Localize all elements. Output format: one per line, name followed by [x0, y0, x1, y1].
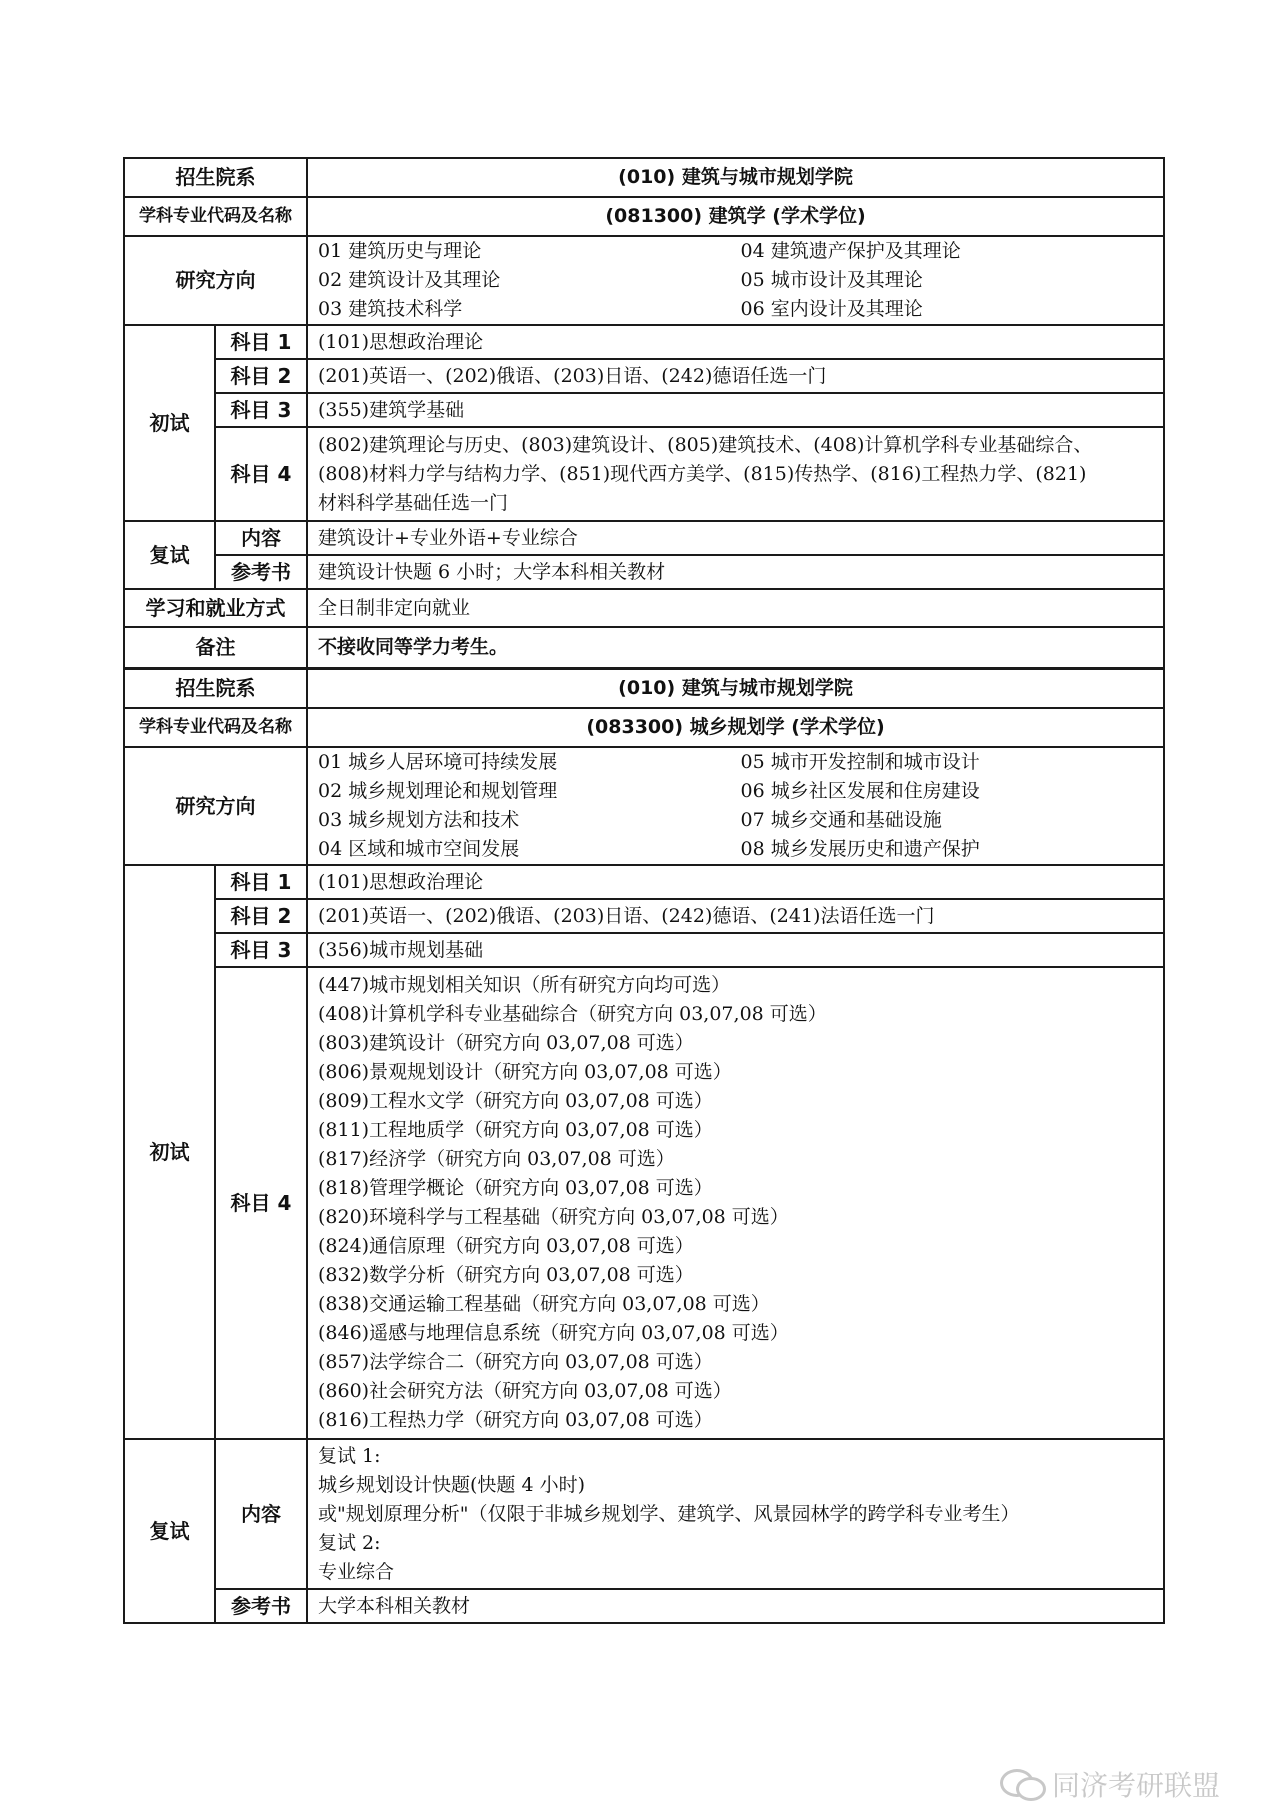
subject4-line: (806)景观规划设计（研究方向 03,07,08 可选）	[318, 1061, 732, 1083]
major-label: 学科专业代码及名称	[124, 197, 307, 236]
dept-value: (010) 建筑与城市规划学院	[307, 158, 1164, 197]
major-value: (081300) 建筑学 (学术学位)	[307, 197, 1164, 236]
major-label: 学科专业代码及名称	[124, 708, 307, 747]
watermark	[1000, 1764, 1220, 1804]
retest-label: 复试	[124, 1439, 215, 1623]
reference-value: 大学本科相关教材	[307, 1589, 1164, 1623]
dept-label: 招生院系	[124, 669, 307, 708]
content-line: 复试 1:	[318, 1444, 381, 1467]
direction-item: 07 城乡交通和基础设施	[740, 809, 942, 831]
subject4-line: (820)环境科学与工程基础（研究方向 03,07,08 可选）	[318, 1206, 789, 1228]
content-label: 内容	[215, 1439, 307, 1589]
subject4-line: (802)建筑理论与历史、(803)建筑设计、(805)建筑技术、(408)计算机学科专业基础综合、	[318, 433, 1093, 456]
content-value	[307, 1439, 1164, 1589]
direction-item: 05 城市设计及其理论	[740, 269, 923, 291]
subject3-label: 科目 3	[215, 393, 307, 427]
content-line: 或"规划原理分析"（仅限于非城乡规划学、建筑学、风景园林学的跨学科专业考生）	[318, 1502, 1020, 1525]
reference-label: 参考书	[215, 1589, 307, 1623]
direction-item: 06 室内设计及其理论	[740, 298, 923, 320]
direction-item: 04 区域和城市空间发展	[318, 838, 520, 860]
direction-item: 05 城市开发控制和城市设计	[740, 751, 980, 773]
dept-value: (010) 建筑与城市规划学院	[307, 669, 1164, 708]
direction-list	[307, 236, 1164, 325]
note-value: 不接收同等学力考生。	[307, 627, 1164, 668]
subject1-value: (101)思想政治理论	[307, 325, 1164, 359]
subject4-line: (408)计算机学科专业基础综合（研究方向 03,07,08 可选）	[318, 1003, 827, 1025]
subject4-line: (824)通信原理（研究方向 03,07,08 可选）	[318, 1235, 694, 1257]
reference-value: 建筑设计快题 6 小时；大学本科相关教材	[307, 555, 1164, 589]
direction-item: 03 建筑技术科学	[318, 298, 463, 320]
content-label: 内容	[215, 521, 307, 555]
subject1-label: 科目 1	[215, 865, 307, 899]
subject2-label: 科目 2	[215, 359, 307, 393]
major-value: (083300) 城乡规划学 (学术学位)	[307, 708, 1164, 747]
study-mode-value: 全日制非定向就业	[307, 589, 1164, 627]
subject3-value: (355)建筑学基础	[307, 393, 1164, 427]
subject4-value	[307, 967, 1164, 1439]
subject4-line: (447)城市规划相关知识（所有研究方向均可选）	[318, 974, 731, 996]
direction-item: 02 城乡规划理论和规划管理	[318, 780, 558, 802]
subject4-line: 材料科学基础任选一门	[318, 491, 509, 514]
subject3-label: 科目 3	[215, 933, 307, 967]
direction-item: 08 城乡发展历史和遗产保护	[740, 838, 980, 860]
subject4-label: 科目 4	[215, 967, 307, 1439]
content-value: 建筑设计+专业外语+专业综合	[307, 521, 1164, 555]
content-line: 复试 2:	[318, 1531, 381, 1554]
direction-item: 03 城乡规划方法和技术	[318, 809, 520, 831]
subject4-line: (818)管理学概论（研究方向 03,07,08 可选）	[318, 1177, 713, 1199]
direction-item: 06 城乡社区发展和住房建设	[740, 780, 980, 802]
subject4-line: (808)材料力学与结构力学、(851)现代西方美学、(815)传热学、(816)工程热力学、(821)	[318, 462, 1087, 485]
subject4-line: (832)数学分析（研究方向 03,07,08 可选）	[318, 1264, 694, 1286]
direction-item: 04 建筑遗产保护及其理论	[740, 240, 961, 262]
subject3-value: (356)城市规划基础	[307, 933, 1164, 967]
subject2-value: (201)英语一、(202)俄语、(203)日语、(242)德语任选一门	[307, 359, 1164, 393]
program-table-urban-planning	[123, 668, 1165, 1624]
subject4-line: (816)工程热力学（研究方向 03,07,08 可选）	[318, 1409, 713, 1431]
prelim-label: 初试	[124, 325, 215, 521]
subject4-line: (846)遥感与地理信息系统（研究方向 03,07,08 可选）	[318, 1322, 789, 1344]
subject4-value	[307, 427, 1164, 521]
direction-list	[307, 747, 1164, 865]
note-label: 备注	[124, 627, 307, 668]
study-mode-label: 学习和就业方式	[124, 589, 307, 627]
subject1-label: 科目 1	[215, 325, 307, 359]
subject4-line: (857)法学综合二（研究方向 03,07,08 可选）	[318, 1351, 713, 1373]
subject4-line: (860)社会研究方法（研究方向 03,07,08 可选）	[318, 1380, 732, 1402]
wechat-icon	[1000, 1769, 1044, 1799]
dept-label: 招生院系	[124, 158, 307, 197]
subject4-line: (817)经济学（研究方向 03,07,08 可选）	[318, 1148, 675, 1170]
direction-label: 研究方向	[124, 236, 307, 325]
direction-item: 02 建筑设计及其理论	[318, 269, 501, 291]
subject1-value: (101)思想政治理论	[307, 865, 1164, 899]
subject4-line: (811)工程地质学（研究方向 03,07,08 可选）	[318, 1119, 713, 1141]
direction-item: 01 城乡人居环境可持续发展	[318, 751, 558, 773]
program-table-architecture	[123, 157, 1165, 669]
watermark-text: 同济考研联盟	[1052, 1769, 1221, 1802]
content-line: 专业综合	[318, 1560, 395, 1583]
retest-label: 复试	[124, 521, 215, 589]
content-line: 城乡规划设计快题(快题 4 小时)	[318, 1473, 585, 1496]
prelim-label: 初试	[124, 865, 215, 1439]
subject4-label: 科目 4	[215, 427, 307, 521]
subject4-line: (809)工程水文学（研究方向 03,07,08 可选）	[318, 1090, 713, 1112]
direction-label: 研究方向	[124, 747, 307, 865]
reference-label: 参考书	[215, 555, 307, 589]
direction-item: 01 建筑历史与理论	[318, 240, 482, 262]
subject4-line: (803)建筑设计（研究方向 03,07,08 可选）	[318, 1032, 694, 1054]
subject2-label: 科目 2	[215, 899, 307, 933]
subject2-value: (201)英语一、(202)俄语、(203)日语、(242)德语、(241)法语任选一门	[307, 899, 1164, 933]
subject4-line: (838)交通运输工程基础（研究方向 03,07,08 可选）	[318, 1293, 770, 1315]
